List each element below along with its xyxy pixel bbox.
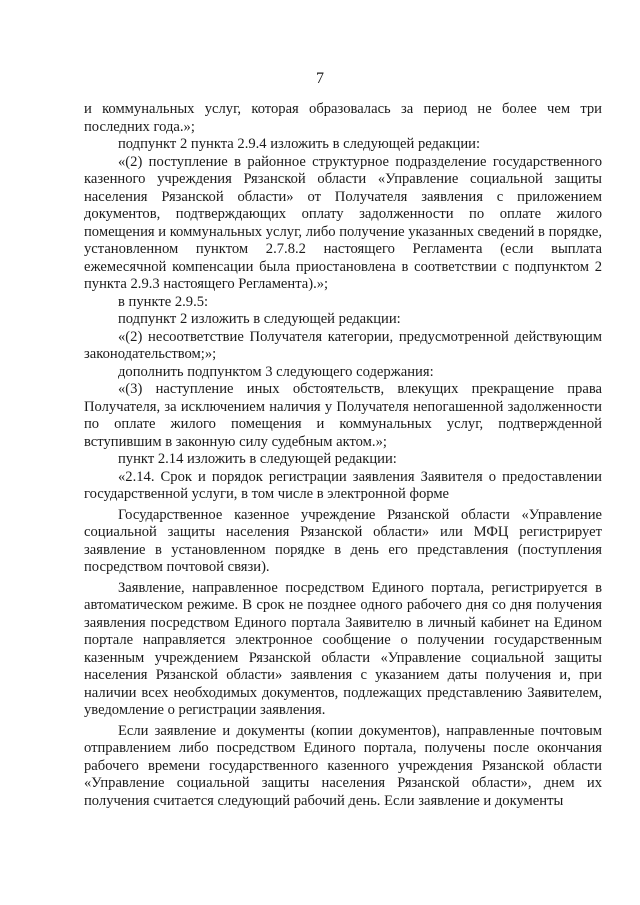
paragraph-13: Если заявление и документы (копии документов), направленные почтовым отправлением либо посредством Единого портала, получены после окончания рабочего времени государственного казенного учреждения Рязанской области «Управление социальной защиты населения Рязанской области», днем их получения считается следующий рабочий день. Если заявление и документы <box>84 722 602 809</box>
paragraph-6: «(2) несоответствие Получателя категории, предусмотренной действующим законодательством;»; <box>84 328 602 362</box>
paragraph-11: Государственное казенное учреждение Рязанской области «Управление социальной защиты населения Рязанской области» или МФЦ регистрирует заявление в установленном порядке в день его представления (поступления посредством почтовой связи). <box>84 506 602 575</box>
paragraph-4: в пункте 2.9.5: <box>118 293 209 310</box>
paragraph-5: подпункт 2 изложить в следующей редакции: <box>118 311 401 327</box>
paragraph-3: «(2) поступление в районное структурное подразделение государственного казенного учреждения Рязанской области «Управление социальной защиты населения Рязанской области» от Получателя заявления с приложением документов, подтверждающих оплату задолженности по оплате жилого помещения и коммунальных услуг, либо получение указанных сведений в порядке, установленном пунктом 2.7.8.2 настоящего Регламента (если выплата ежемесячной компенсации была приостановлена в соответствии с подпунктом 2 пункта 2.9.3 настоящего Регламента).»; <box>84 153 602 292</box>
paragraph-2: подпункт 2 пункта 2.9.4 изложить в следующей редакции: <box>118 136 481 152</box>
page-number: 7 <box>316 70 324 87</box>
paragraph-1: и коммунальных услуг, которая образовалась за период не более чем три последних года.»; <box>84 101 602 135</box>
paragraph-10: «2.14. Срок и порядок регистрации заявления Заявителя о предоставлении государственной услуги, в том числе в электронной форме <box>84 468 602 502</box>
paragraph-9: пункт 2.14 изложить в следующей редакции: <box>118 451 397 467</box>
paragraph-8: «(3) наступление иных обстоятельств, влекущих прекращение права Получателя, за исключением наличия у Получателя непогашенной задолженности по оплате жилого помещения и коммунальных услуг, подтвержденной вступившим в законную силу судебным актом.»; <box>84 381 602 450</box>
paragraph-12: Заявление, направленное посредством Единого портала, регистрируется в автоматическом режиме. В срок не позднее одного рабочего дня со дня получения заявления посредством Единого портала Заявителю в личный кабинет на Едином портале направляется электронное сообщение о получении государственным казенным учреждением Рязанской области «Управление социальной защиты населения Рязанской области» заявления с указанием даты получения и, при наличии всех необходимых документов, подлежащих представлению Заявителем, уведомление о регистрации заявления. <box>84 579 602 718</box>
document-body <box>84 101 602 810</box>
paragraph-7: дополнить подпунктом 3 следующего содержания: <box>118 363 434 380</box>
